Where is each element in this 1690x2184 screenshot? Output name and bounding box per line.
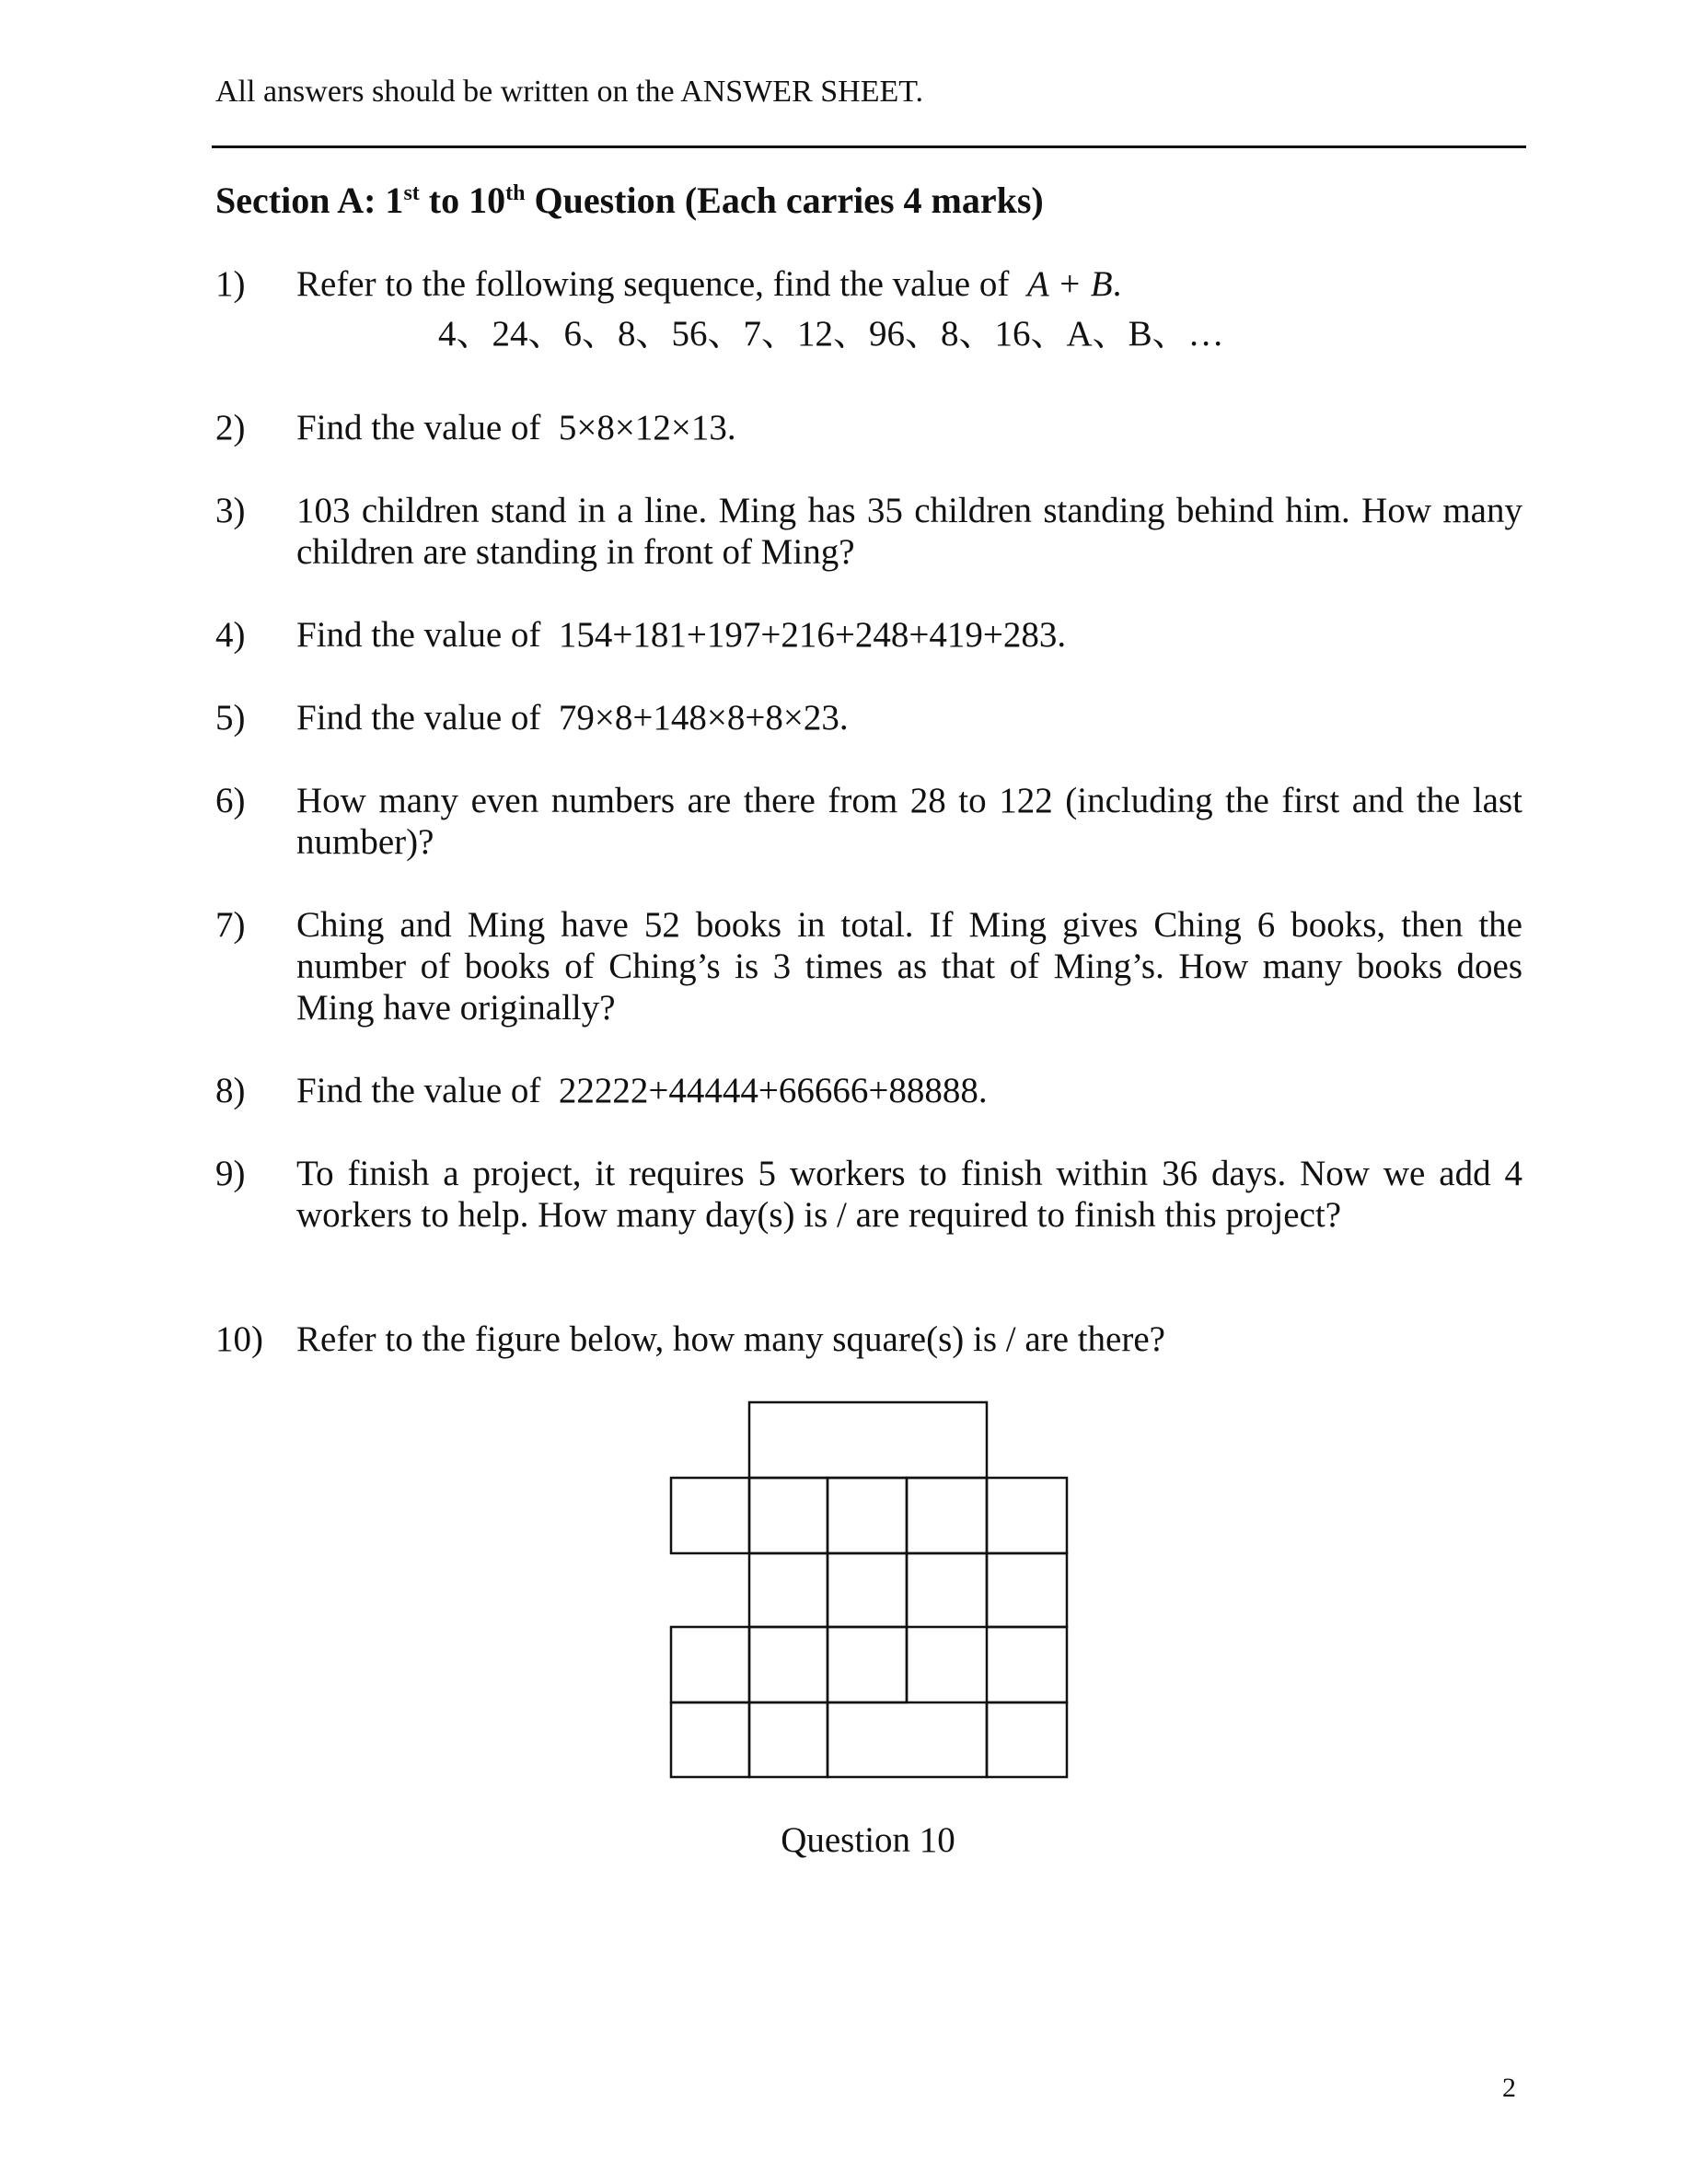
figure-cell: [671, 1702, 749, 1777]
figure-cell: [987, 1553, 1067, 1627]
question-1-tail: .: [1112, 264, 1122, 304]
question-2-text: Find the value of: [296, 408, 541, 447]
figure-cell: [749, 1553, 828, 1627]
question-number: 4): [215, 615, 246, 655]
question-number: 2): [215, 408, 246, 447]
figure-cell: [749, 1478, 828, 1553]
question-text: Ching and Ming have 52 books in total. If Ming gives Ching 6 books, then the number of books of Ching’s is 3 times as that of Ming’s. How many books does Ming have originally?: [296, 905, 1522, 1028]
figure-cell: [671, 1478, 749, 1553]
figure-cell: [987, 1702, 1067, 1777]
question-1-expression: A + B: [1026, 264, 1113, 304]
figure-cell: [749, 1627, 828, 1702]
question-number: 10): [215, 1319, 263, 1359]
question-5-text: Find the value of: [296, 698, 541, 738]
question-1-text: Refer to the following sequence, find the value of: [296, 264, 1010, 304]
section-title-sup-second: th: [505, 181, 526, 205]
question-5-expression: 79×8+148×8+8×23: [558, 698, 839, 738]
question-5-tail: .: [839, 698, 849, 738]
question-number: 8): [215, 1071, 246, 1110]
figure-lines: [671, 1402, 1067, 1777]
figure-cell: [828, 1553, 907, 1627]
question-text: 103 children stand in a line. Ming has 35 children standing behind him. How many children are standing in front of Ming?: [296, 491, 1522, 572]
question-number: 1): [215, 264, 246, 304]
question-8-tail: .: [978, 1071, 988, 1110]
figure-cell: [828, 1478, 907, 1553]
question-number: 3): [215, 491, 246, 530]
question-8-expression: 22222+44444+66666+88888: [558, 1071, 978, 1110]
figure-wide-cell: [828, 1702, 987, 1777]
question-1-sequence: 4、24、6、8、56、7、12、96、8、16、A、B、…: [438, 314, 1224, 354]
figure-caption: Question 10: [781, 1820, 955, 1860]
question-text: To finish a project, it requires 5 workers to finish within 36 days. Now we add 4 workers to help. How many day(s) is / are required to finish this project?: [296, 1154, 1522, 1235]
question-4-tail: .: [1057, 615, 1067, 655]
section-title-middle: to 10: [419, 180, 506, 221]
question-8-text: Find the value of: [296, 1071, 541, 1110]
page-number: 2: [1502, 2073, 1516, 2103]
question-text: Refer to the figure below, how many square(s) is / are there?: [296, 1319, 1165, 1359]
question-2-tail: .: [726, 408, 736, 447]
figure-cell: [907, 1553, 987, 1627]
answer-sheet-note: All answers should be written on the ANSWER SHEET.: [215, 75, 924, 109]
question-number: 9): [215, 1154, 246, 1193]
question-2-expression: 5×8×12×13: [558, 408, 727, 447]
figure-cell: [987, 1627, 1067, 1702]
figure-cell: [828, 1627, 907, 1702]
question-4-expression: 154+181+197+216+248+419+283: [558, 615, 1058, 655]
question-4-text: Find the value of: [296, 615, 541, 655]
question-text: How many even numbers are there from 28 to 122 (including the first and the last number)?: [296, 781, 1522, 862]
figure-cell: [987, 1478, 1067, 1553]
section-title-suffix: Question (Each carries 4 marks): [525, 180, 1044, 221]
figure-cell: [749, 1702, 828, 1777]
section-title-prefix: Section A: 1: [215, 180, 404, 221]
question-number: 7): [215, 905, 246, 945]
figure-top-rectangle: [749, 1402, 987, 1478]
question-number: 5): [215, 698, 246, 738]
figure-cell: [907, 1478, 987, 1553]
section-title-sup-first: st: [403, 181, 420, 205]
figure-cell: [671, 1627, 749, 1702]
question-number: 6): [215, 781, 246, 820]
